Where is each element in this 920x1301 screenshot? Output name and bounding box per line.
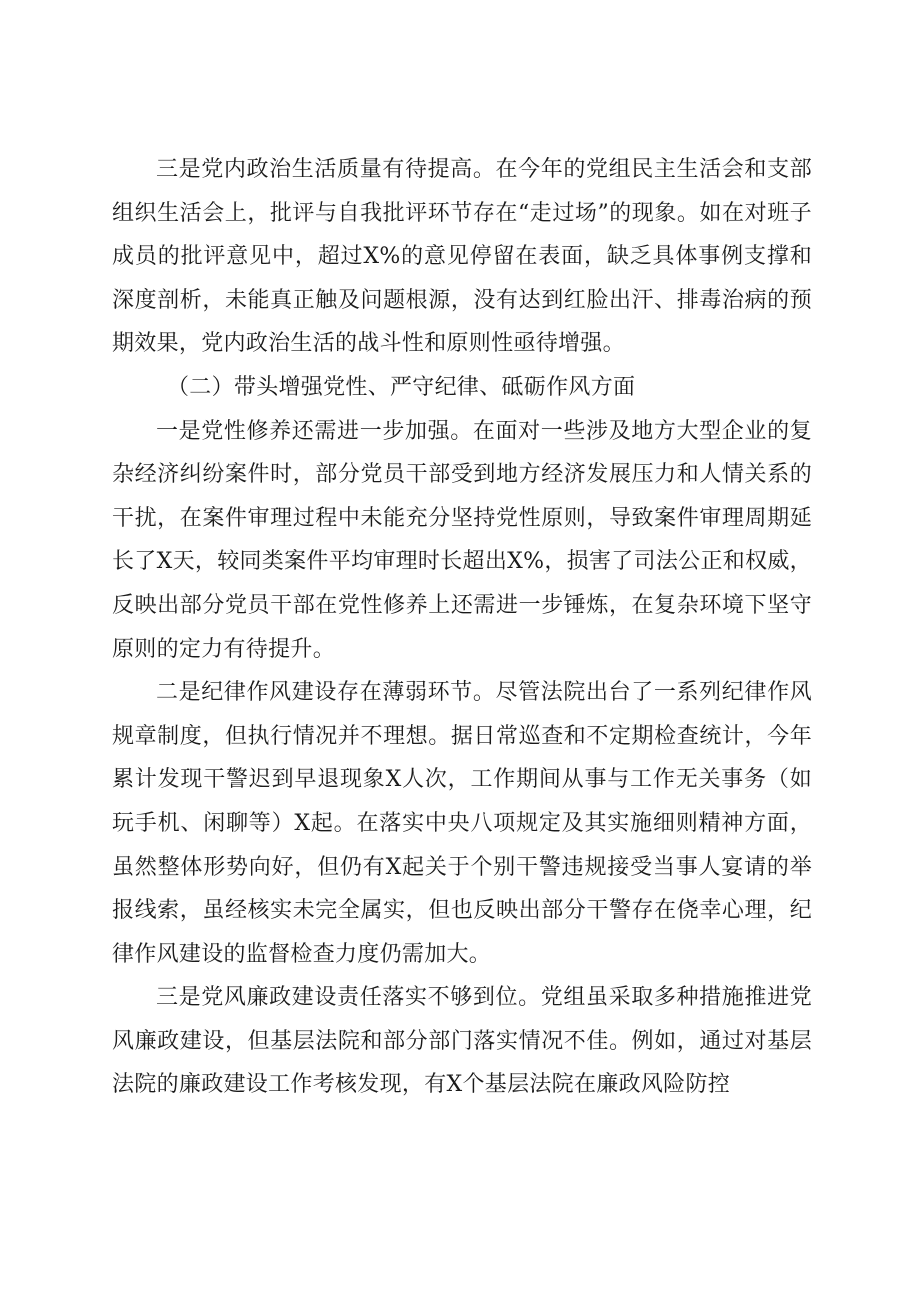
document-body <box>112 148 812 1107</box>
paragraph-discipline-style: 二是纪律作风建设存在薄弱环节。尽管法院出台了一系列纪律作风规章制度，但执行情况并不理想。据日常巡查和不定期检查统计，今年累计发现干警迟到早退现象X人次，工作期间从事与工作无关事务（如玩手机、闲聊等）X起。在落实中央八项规定及其实施细则精神方面，虽然整体形势向好，但仍有X起关于个别干警违规接受当事人宴请的举报线索，虽经核实未完全属实，但也反映出部分干警存在侥幸心理，纪律作风建设的监督检查力度仍需加大。 <box>112 680 812 967</box>
paragraph-party-spirit: 一是党性修养还需进一步加强。在面对一些涉及地方大型企业的复杂经济纠纷案件时，部分党员干部受到地方经济发展压力和人情关系的干扰，在案件审理过程中未能充分坚持党性原则，导致案件审理周期延长了X天，较同类案件平均审理时长超出X%，损害了司法公正和权威，反映出部分党员干部在党性修养上还需进一步锤炼，在复杂环境下坚守原则的定力有待提升。 <box>112 418 812 662</box>
paragraph-party-political-life: 三是党内政治生活质量有待提高。在今年的党组民主生活会和支部组织生活会上，批评与自我批评环节存在“走过场”的现象。如在对班子成员的批评意见中，超过X%的意见停留在表面，缺乏具体事例支撑和深度剖析，未能真正触及问题根源，没有达到红脸出汗、排毒治病的预期效果，党内政治生活的战斗性和原则性亟待增强。 <box>112 157 812 357</box>
paragraph-integrity-responsibility: 三是党风廉政建设责任落实不够到位。党组虽采取多种措施推进党风廉政建设，但基层法院和部分部门落实情况不佳。例如，通过对基层法院的廉政建设工作考核发现，有X个基层法院在廉政风险防控 <box>112 985 812 1098</box>
section-heading-2: （二）带头增强党性、严守纪律、砥砺作风方面 <box>167 374 636 400</box>
